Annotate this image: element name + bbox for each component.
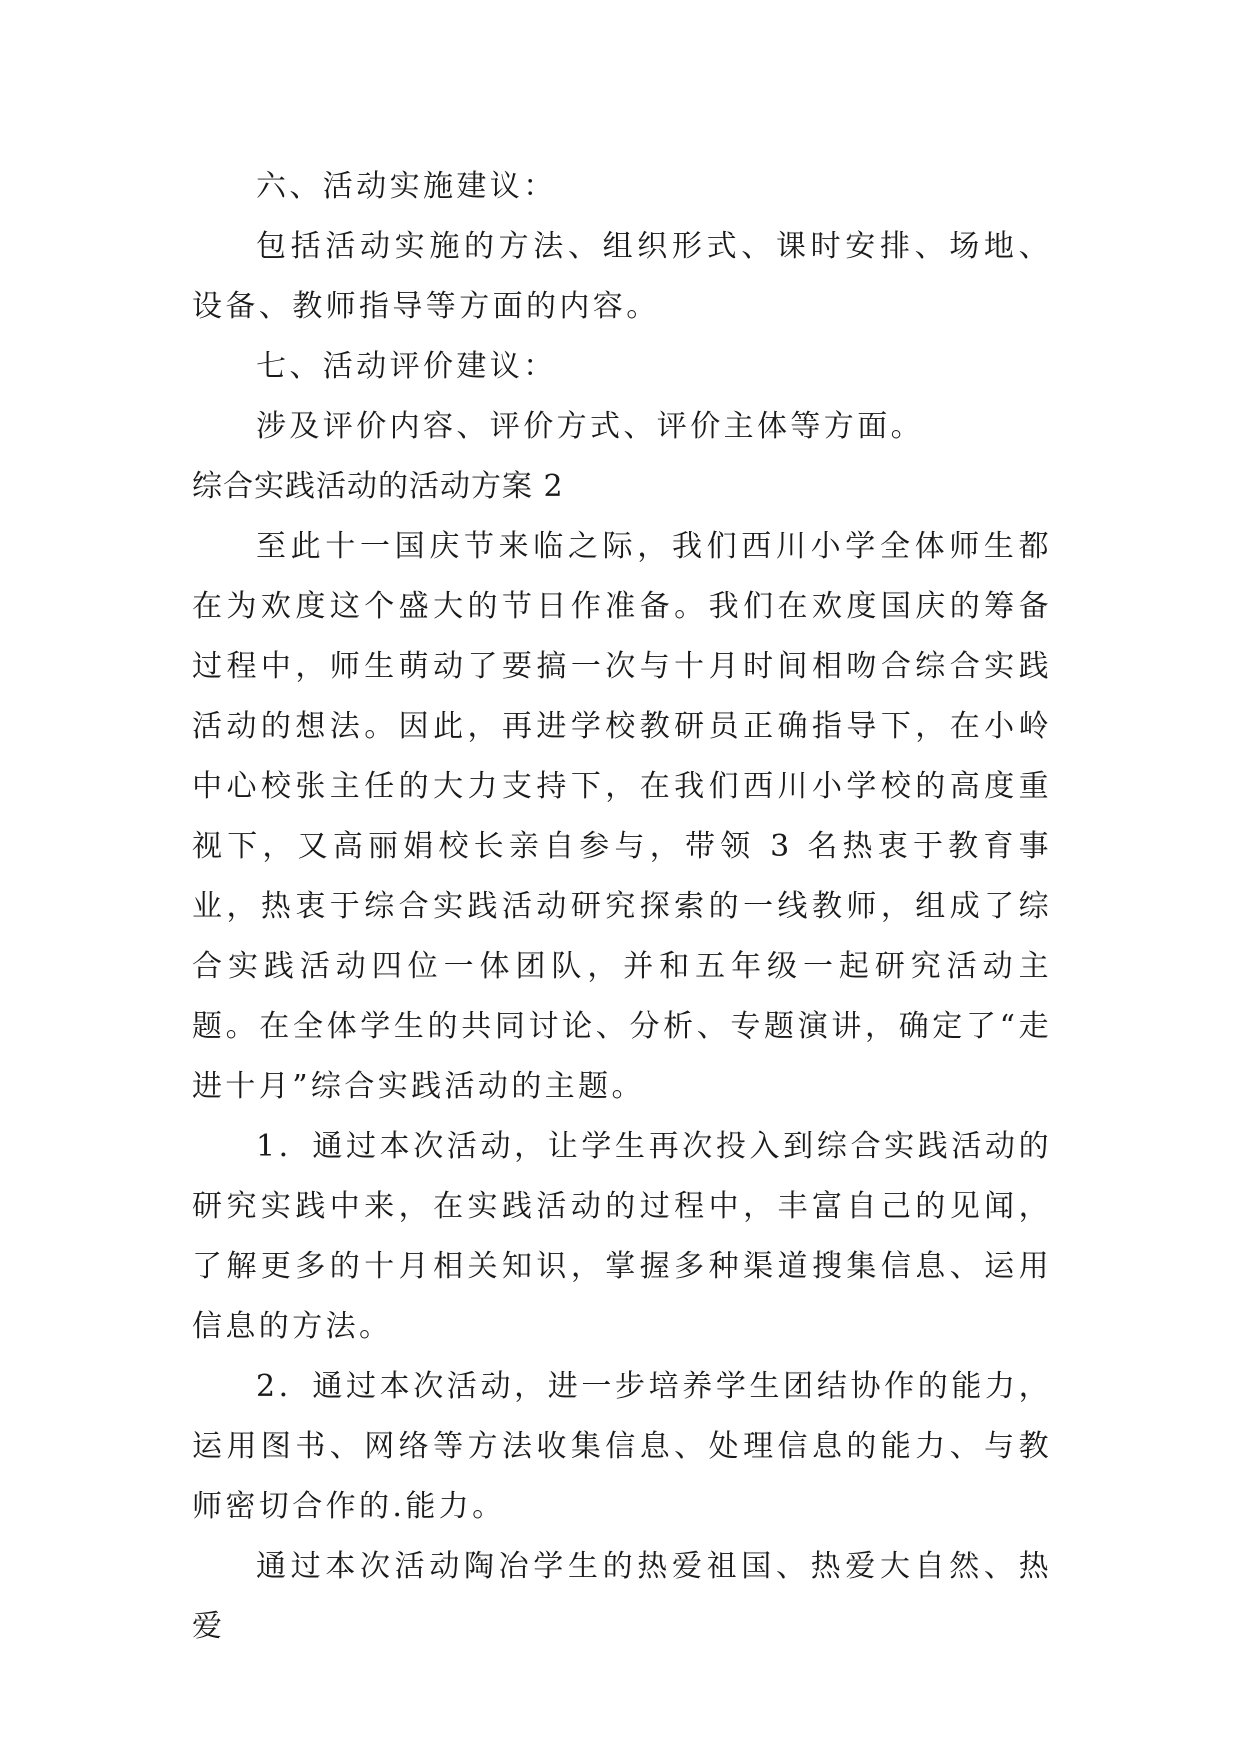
- document-body: [192, 157, 1052, 1657]
- paragraph-intro: 至此十一国庆节来临之际，我们西川小学全体师生都在为欢度这个盛大的节日作准备。我们在欢度国庆的筹备过程中，师生萌动了要搞一次与十月时间相吻合综合实践活动的想法。因此，再进学校教研员正确指导下，在小岭中心校张主任的大力支持下，在我们西川小学校的高度重视下，又高丽娟校长亲自参与，带领 3 名热衷于教育事业，热衷于综合实践活动研究探索的一线教师，组成了综合实践活动四位一体团队，并和五年级一起研究活动主题。在全体学生的共同讨论、分析、专题演讲，确定了“走进十月”综合实践活动的主题。: [192, 529, 1052, 1104]
- paragraph-goal-1: 1．通过本次活动，让学生再次投入到综合实践活动的研究实践中来，在实践活动的过程中，丰富自己的见闻，了解更多的十月相关知识，掌握多种渠道搜集信息、运用信息的方法。: [192, 1129, 1052, 1344]
- heading-activity-implementation: 六、活动实施建议：: [256, 169, 557, 204]
- section-title: 综合实践活动的活动方案 2: [192, 469, 564, 504]
- paragraph-goal-2: 2．通过本次活动，进一步培养学生团结协作的能力，运用图书、网络等方法收集信息、处理信息的能力、与教师密切合作的.能力。: [192, 1369, 1052, 1524]
- paragraph-implementation-details: 包括活动实施的方法、组织形式、课时安排、场地、设备、教师指导等方面的内容。: [192, 229, 1052, 324]
- paragraph-goal-3: 通过本次活动陶冶学生的热爱祖国、热爱大自然、热爱: [192, 1549, 1052, 1644]
- heading-activity-evaluation: 七、活动评价建议：: [256, 349, 557, 384]
- paragraph-evaluation-details: 涉及评价内容、评价方式、评价主体等方面。: [256, 409, 924, 444]
